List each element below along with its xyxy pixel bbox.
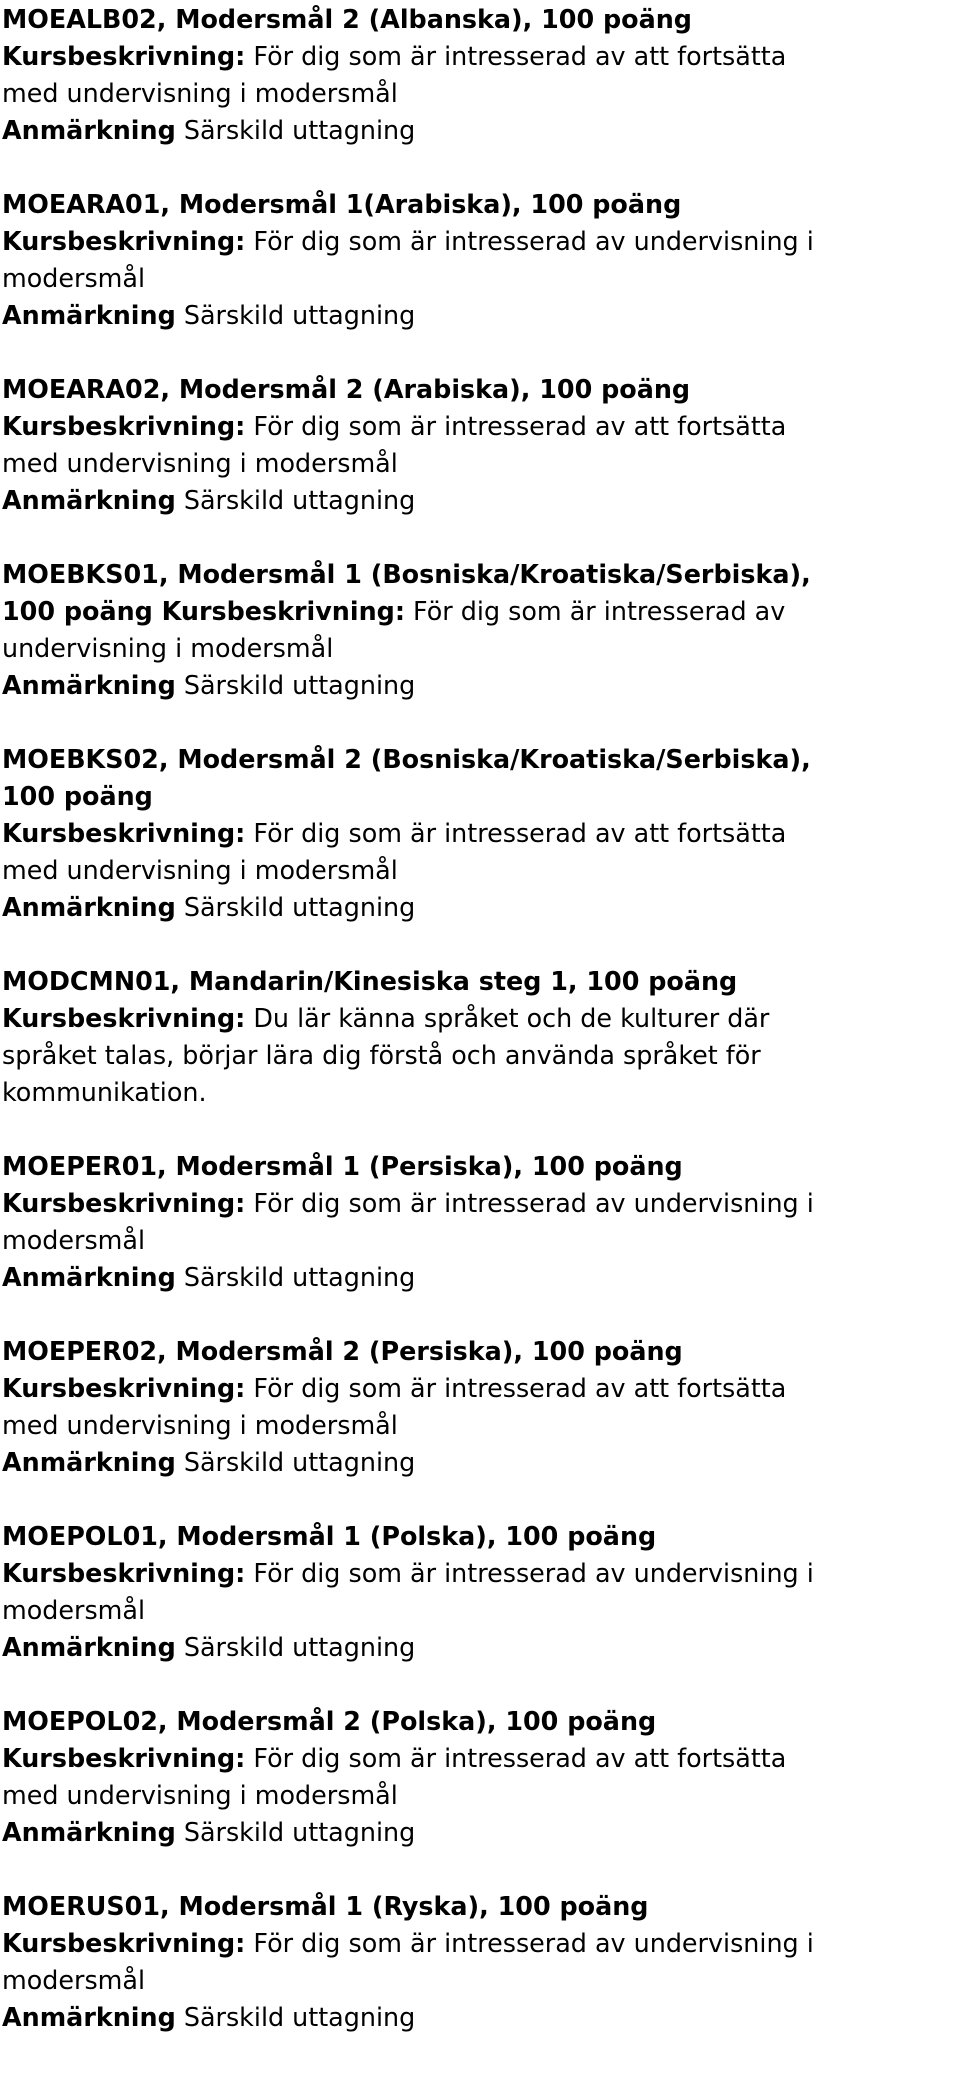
field-label: Kursbeskrivning: (2, 1743, 246, 1773)
course-line (2, 1333, 958, 1370)
field-value: För dig som är intresserad av att fortsätta (245, 818, 787, 848)
course-line (2, 482, 958, 519)
field-value: Särskild uttagning (175, 1817, 416, 1847)
course-title: MOEPER02, Modersmål 2 (Persiska), 100 poäng (2, 1336, 683, 1366)
course-line (2, 1888, 958, 1925)
course-line (2, 1629, 958, 1666)
course-line (2, 593, 958, 630)
field-value: med undervisning i modersmål (2, 448, 398, 478)
course-line (2, 1185, 958, 1222)
field-label: Kursbeskrivning: (2, 1188, 246, 1218)
course-line (2, 1962, 958, 1999)
course-line (2, 963, 958, 1000)
course-title: MOEPER01, Modersmål 1 (Persiska), 100 poäng (2, 1151, 683, 1181)
course-line (2, 1000, 958, 1037)
course-line (2, 297, 958, 334)
field-value: Särskild uttagning (175, 300, 416, 330)
course-line (2, 1222, 958, 1259)
field-value: För dig som är intresserad av att fortsätta (245, 1373, 787, 1403)
course-line (2, 1370, 958, 1407)
field-value: modersmål (2, 263, 146, 293)
field-label: Kursbeskrivning: (2, 41, 246, 71)
field-label: Anmärkning (2, 115, 176, 145)
field-label: Kursbeskrivning: (2, 411, 246, 441)
field-value: För dig som är intresserad av att fortsätta (245, 411, 787, 441)
course-entry (2, 1148, 958, 1296)
field-value: undervisning i modersmål (2, 633, 334, 663)
field-value: språket talas, börjar lära dig förstå och använda språket för (2, 1040, 761, 1070)
field-label: Anmärkning (2, 670, 176, 700)
course-line (2, 1148, 958, 1185)
field-value: För dig som är intresserad av undervisning i (245, 226, 814, 256)
field-value: modersmål (2, 1595, 146, 1625)
course-title: MOEALB02, Modersmål 2 (Albanska), 100 poäng (2, 4, 692, 34)
course-entry (2, 556, 958, 704)
course-line (2, 1555, 958, 1592)
course-line (2, 741, 958, 778)
field-value: För dig som är intresserad av (404, 596, 786, 626)
course-title: MOEPOL01, Modersmål 1 (Polska), 100 poäng (2, 1521, 657, 1551)
course-line (2, 778, 958, 815)
course-line (2, 1518, 958, 1555)
course-entry (2, 371, 958, 519)
course-line (2, 75, 958, 112)
field-label: Anmärkning (2, 1632, 176, 1662)
field-label: Kursbeskrivning: (2, 1373, 246, 1403)
field-label: Kursbeskrivning: (2, 226, 246, 256)
field-label: Anmärkning (2, 300, 176, 330)
course-entry (2, 1, 958, 149)
field-value: För dig som är intresserad av undervisning i (245, 1928, 814, 1958)
field-label: 100 poäng (2, 781, 153, 811)
field-label: Kursbeskrivning: (2, 1003, 246, 1033)
course-entry (2, 1518, 958, 1666)
course-line (2, 371, 958, 408)
field-label: Anmärkning (2, 2002, 176, 2032)
field-label: Anmärkning (2, 1817, 176, 1847)
course-line (2, 1444, 958, 1481)
course-catalog-document (2, 1, 958, 2073)
field-value: Särskild uttagning (175, 670, 416, 700)
field-value: För dig som är intresserad av att fortsätta (245, 1743, 787, 1773)
field-label: Anmärkning (2, 892, 176, 922)
course-line (2, 186, 958, 223)
course-title: MOERUS01, Modersmål 1 (Ryska), 100 poäng (2, 1891, 649, 1921)
field-value: modersmål (2, 1965, 146, 1995)
course-line (2, 223, 958, 260)
course-entry (2, 1888, 958, 2036)
course-title: MOEBKS01, Modersmål 1 (Bosniska/Kroatiska/Serbiska), (2, 559, 811, 589)
course-entry (2, 186, 958, 334)
course-line (2, 1740, 958, 1777)
course-line (2, 112, 958, 149)
course-entry (2, 1703, 958, 1851)
course-line (2, 1703, 958, 1740)
field-value: med undervisning i modersmål (2, 1410, 398, 1440)
course-line (2, 630, 958, 667)
course-line (2, 260, 958, 297)
course-line (2, 1814, 958, 1851)
field-value: Särskild uttagning (175, 1262, 416, 1292)
course-title: MOEBKS02, Modersmål 2 (Bosniska/Kroatiska/Serbiska), (2, 744, 811, 774)
course-title: MOEPOL02, Modersmål 2 (Polska), 100 poäng (2, 1706, 657, 1736)
field-label: Kursbeskrivning: (2, 1928, 246, 1958)
course-line (2, 408, 958, 445)
course-line (2, 445, 958, 482)
course-entry (2, 741, 958, 926)
course-line (2, 852, 958, 889)
field-value: med undervisning i modersmål (2, 1780, 398, 1810)
course-line (2, 1407, 958, 1444)
course-line (2, 1592, 958, 1629)
course-entry (2, 963, 958, 1111)
course-line (2, 1259, 958, 1296)
field-value: Särskild uttagning (175, 2002, 416, 2032)
field-value: För dig som är intresserad av att fortsätta (245, 41, 787, 71)
course-line (2, 1999, 958, 2036)
field-label: Anmärkning (2, 485, 176, 515)
field-value: modersmål (2, 1225, 146, 1255)
field-value: med undervisning i modersmål (2, 78, 398, 108)
course-line (2, 556, 958, 593)
course-line (2, 1074, 958, 1111)
course-line (2, 667, 958, 704)
course-line (2, 889, 958, 926)
course-line (2, 1037, 958, 1074)
course-line (2, 38, 958, 75)
field-value: Särskild uttagning (175, 1447, 416, 1477)
course-line (2, 1, 958, 38)
field-label: Anmärkning (2, 1262, 176, 1292)
course-line (2, 1777, 958, 1814)
course-title: MODCMN01, Mandarin/Kinesiska steg 1, 100 poäng (2, 966, 738, 996)
field-label: Kursbeskrivning: (2, 818, 246, 848)
field-label: Anmärkning (2, 1447, 176, 1477)
course-line (2, 815, 958, 852)
field-value: Du lär känna språket och de kulturer där (245, 1003, 770, 1033)
field-value: För dig som är intresserad av undervisning i (245, 1188, 814, 1218)
field-value: Särskild uttagning (175, 1632, 416, 1662)
field-value: Särskild uttagning (175, 485, 416, 515)
field-value: med undervisning i modersmål (2, 855, 398, 885)
field-value: Särskild uttagning (175, 892, 416, 922)
field-label: Kursbeskrivning: (2, 1558, 246, 1588)
course-title: MOEARA01, Modersmål 1(Arabiska), 100 poäng (2, 189, 682, 219)
course-title: MOEARA02, Modersmål 2 (Arabiska), 100 poäng (2, 374, 691, 404)
field-value: kommunikation. (2, 1077, 207, 1107)
field-value: Särskild uttagning (175, 115, 416, 145)
field-label: 100 poäng Kursbeskrivning: (2, 596, 405, 626)
field-value: För dig som är intresserad av undervisning i (245, 1558, 814, 1588)
course-line (2, 1925, 958, 1962)
course-entry (2, 1333, 958, 1481)
